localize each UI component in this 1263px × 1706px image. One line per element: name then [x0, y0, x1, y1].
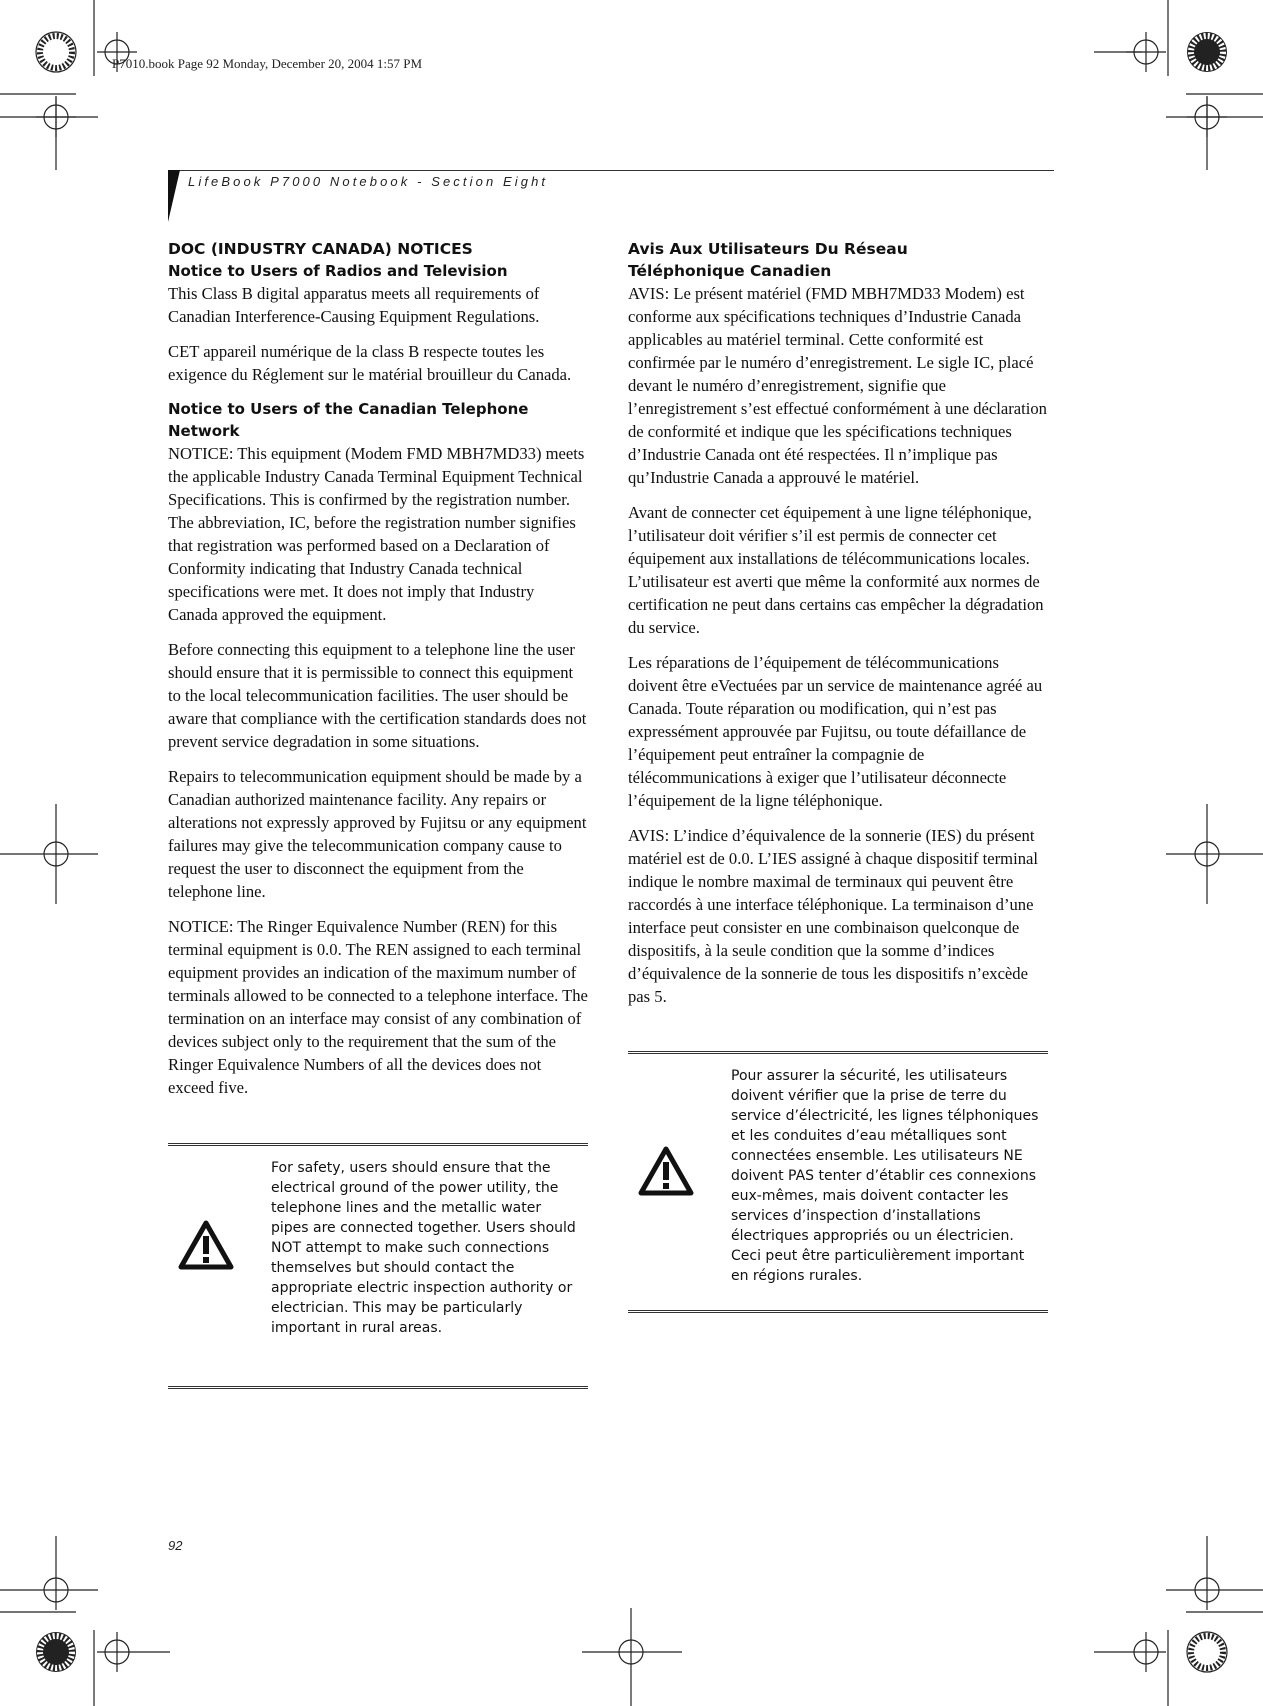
- paragraph: AVIS: L’indice d’équivalence de la sonnerie (IES) du présent matériel est de 0.0. L’IES assigné à chaque dispositif terminal indique le nombre maximal de terminaux qui peuvent être raccordés à une interface téléphonique. La terminaison d’une interface peut consister en une combinaison quelconque de dispositifs, à la seule condition que la somme d’indices d’équivalence de la sonnerie de tous les dispositifs n’excède pas 5.: [628, 826, 1038, 1006]
- print-slug: P7010.book Page 92 Monday, December 20, 2004 1:57 PM: [112, 56, 423, 71]
- paragraph: CET appareil numérique de la class B respecte toutes les exigence du Réglement sur le matérial brouilleur du Canada.: [168, 342, 572, 384]
- section-heading: DOC (INDUSTRY CANADA) NOTICES: [168, 240, 473, 258]
- warning-triangle-icon: [638, 1146, 694, 1196]
- right-column: [628, 238, 1048, 1008]
- paragraph: Avant de connecter cet équipement à une ligne téléphonique, l’utilisateur doit vérifier s’il est permis de connecter cet équipement aux installations de télécommunications locales. L’utilisateur est averti que même la conformité aux normes de certification ne peut dans certains cas empêcher la dégradation du service.: [628, 503, 1044, 637]
- paragraph: NOTICE: This equipment (Modem FMD MBH7MD33) meets the applicable Industry Canada Terminal Equipment Technical Specifications. This is confirmed by the registration number. The abbreviation, IC, before the registration number signifies that registration was performed based on a Declaration of Conformity indicating that Industry Canada technical specifications were met. It does not imply that Industry Canada approved the equipment.: [168, 444, 585, 624]
- left-column: [168, 238, 588, 1099]
- section-heading-french-line1: Avis Aux Utilisateurs Du Réseau: [628, 240, 908, 258]
- header-wedge-icon: [168, 170, 182, 224]
- paragraph: NOTICE: The Ringer Equivalence Number (REN) for this terminal equipment is 0.0. The REN assigned to each terminal equipment provides an indication of the maximum number of terminals allowed to be connected to a telephone interface. The termination on an interface may consist of any combination of devices subject only to the requirement that the sum of the Ringer Equivalence Numbers of all the devices does not exceed five.: [168, 917, 588, 1097]
- subheading-radios-television: Notice to Users of Radios and Television: [168, 262, 508, 280]
- paragraph: Les réparations de l’équipement de télécommunications doivent être eVectuées par un service de maintenance agréé au Canada. Toute réparation ou modification, qui n’est pas expressément approuvée par Fujitsu, ou toute défaillance de l’équipement peut entraîner la compagnie de télécommunications à exiger que l’utilisateur déconnecte l’équipement de la ligne téléphonique.: [628, 653, 1043, 810]
- running-header: LifeBook P7000 Notebook - Section Eight: [188, 174, 549, 189]
- caution-box-french: [628, 1051, 1048, 1313]
- paragraph: AVIS: Le présent matériel (FMD MBH7MD33 Modem) est conforme aux spécifications techniques d’Industrie Canada applicables au matériel terminal. Cette conformité est confirmée par le numéro d’enregistrement. Le sigle IC, placé devant le numéro d’enregistrement, signifie que l’enregistrement s’est effectué conformément à une déclaration de conformité et indique que les spécifications techniques d’Industrie Canada ont été respectées. Il n’implique pas qu’Industrie Canada a approuvé le matériel.: [628, 284, 1047, 487]
- header-rule: [170, 170, 1054, 171]
- paragraph: This Class B digital apparatus meets all requirements of Canadian Interference-Causing Equipment Regulations.: [168, 284, 540, 326]
- paragraph: Repairs to telecommunication equipment should be made by a Canadian authorized maintenance facility. Any repairs or alterations not expressly approved by Fujitsu or any equipment failures may give the telecommunication company cause to request the user to disconnect the equipment from the telephone line.: [168, 767, 587, 901]
- section-heading-french-line2: Téléphonique Canadien: [628, 262, 832, 280]
- caution-text: Pour assurer la sécurité, les utilisateurs doivent vérifier que la prise de terre du service d’électricité, les lignes télphoniques et les conduites d’eau métalliques sont connectées ensemble. Les utilisateurs NE doivent PAS tenter d’établir ces connexions eux-mêmes, mais doivent contacter les services d’inspection d’installations électriques appropriés ou un électricien. Ceci peut être particulièrement important en régions rurales.: [731, 1068, 1039, 1284]
- caution-text: For safety, users should ensure that the electrical ground of the power utility, the telephone lines and the metallic water pipes are connected together. Users should NOT attempt to make such connections themselves but should contact the appropriate electric inspection authority or electrician. This may be particularly important in rural areas.: [271, 1160, 576, 1336]
- paragraph: Before connecting this equipment to a telephone line the user should ensure that it is permissible to connect this equipment to the local telecommunication facilities. The user should be aware that compliance with the certification standards does not prevent service degradation in some situations.: [168, 640, 587, 751]
- caution-box-english: [168, 1143, 588, 1389]
- warning-triangle-icon: [178, 1220, 234, 1270]
- subheading-telephone-network: Notice to Users of the Canadian Telephone Network: [168, 400, 529, 440]
- page-number: 92: [168, 1538, 183, 1553]
